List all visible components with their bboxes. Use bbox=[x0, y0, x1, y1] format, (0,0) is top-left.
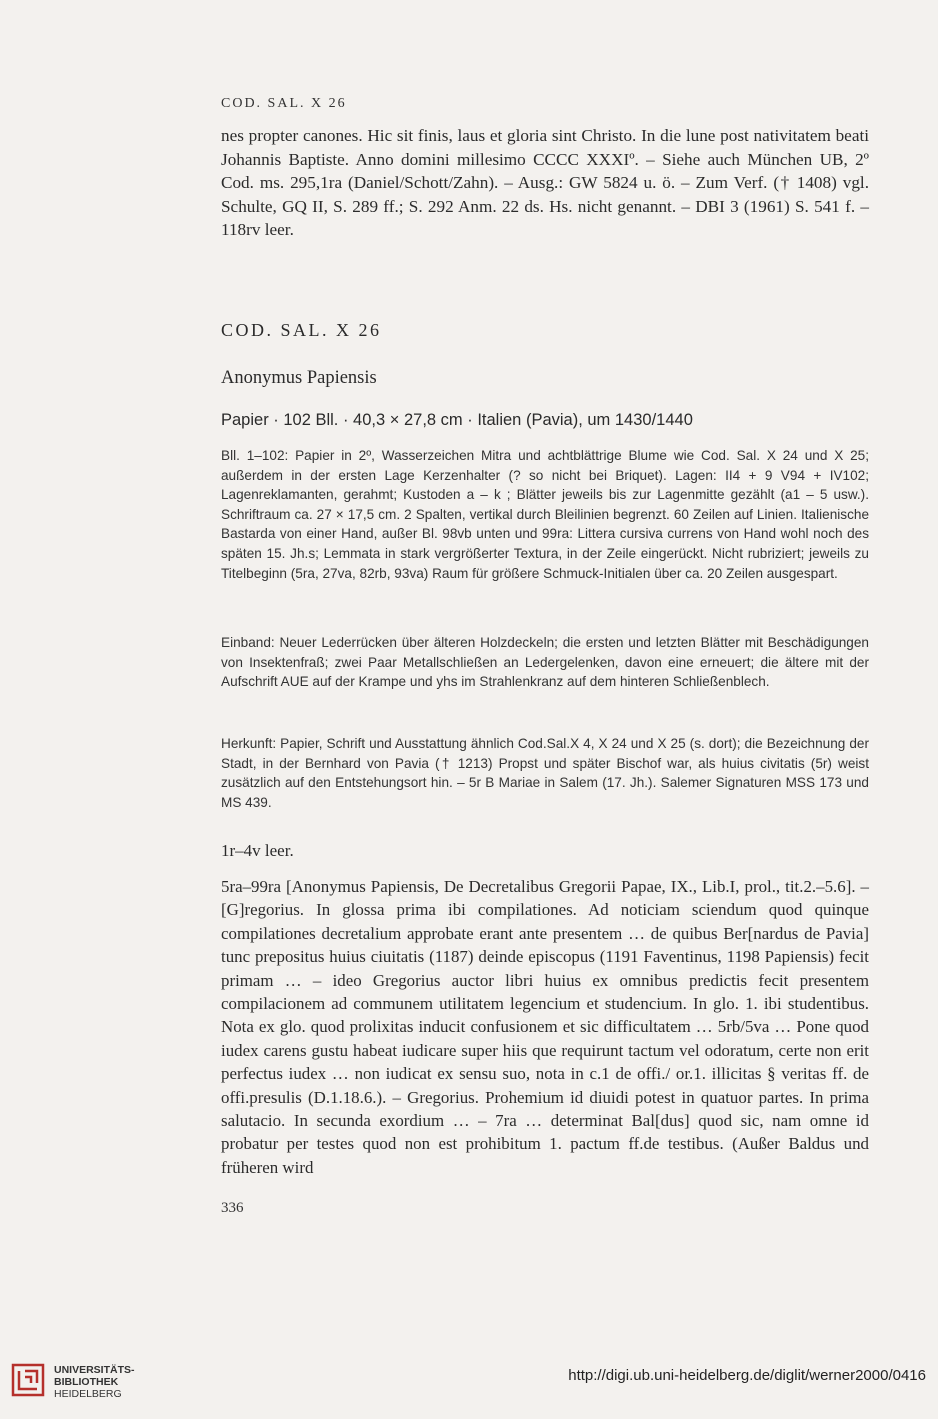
continuation-paragraph: nes propter canones. Hic sit finis, laus et gloria sint Christo. In die lune post nativitatem beati Johannis Baptiste. Anno domini millesimo CCCC XXXIº. – Siehe auch München UB, 2º Cod. ms. 295,1ra (Daniel/Schott/Zahn). – Ausg.: GW 5824 u. ö. – Zum Verf. († 1408) vgl. Schulte, GQ II, S. 289 ff.; S. 292 Anm. 22 ds. Hs. nicht genannt. – DBI 3 (1961) S. 541 f. – 118rv leer. bbox=[221, 126, 869, 240]
digitization-footer bbox=[0, 1350, 938, 1419]
empty-leaves-note: 1r–4v leer. bbox=[221, 841, 294, 860]
section-shelfmark: COD. SAL. X 26 bbox=[221, 320, 382, 340]
collation-paragraph: Bll. 1–102: Papier in 2º, Wasserzeichen Mitra und achtblättrige Blume wie Cod. Sal. X 24 und X 25; außerdem in der ersten Lage Kerzenhalter (? so nicht bei Briquet). Lagen: II4 + 9 V94 + IV102; Lagenreklamanten, gerahmt; Kustoden a – k ; Blätter jeweils bis zur Lagenmitte gezählt (a1 – 5 usw.). Schriftraum ca. 27 × 17,5 cm. 2 Spalten, vertikal durch Bleilinien begrenzt. 60 Zeilen auf Linien. Italienische Bastarda von einer Hand, außer Bl. 98vb unten und 99ra: Littera cursiva currens von Hand wohl noch des späten 15. Jh.s; Lemmata in stark vergrößerter Textura, in der Zeile eingerückt. Nicht rubriziert; jeweils zu Titelbeginn (5ra, 27va, 82rb, 93va) Raum für größere Schmuck-Initialen über ca. 20 Zeilen ausgespart. bbox=[221, 448, 869, 581]
content-entry-paragraph: 5ra–99ra [Anonymus Papiensis, De Decretalibus Gregorii Papae, IX., Lib.I, prol., tit.2.–5.6]. – [G]regorius. In glossa prima ibi compilationes. Ad noticiam sciendum quod quinque compilationes decretalium approbate erant ante presentem … de quibus Ber[nardus de Pavia] tunc prepositus huius ciuitatis (1187) deinde episcopus (1191 Faventinus, 1198 Papiensis) fecit primam … – ideo Gregorius auctor libri huius ex omnibus predictis fecit presentem compilacionem ad communem utilitatem legencium et studencium. In glo. 1. ibi studentibus. Nota ex glo. quod prolixitas inducit confusionem et sic difficultatem … 5rb/5va … Pone quod iudex carens gustu habeat iudicare super hiis que requirunt tactum vel odoratum, certe non erit perfectus iudex … non iudicat ex sensu suo, nota in c.1 de offi./ or.1. illicitas § veritas ff. de offi.presulis (D.1.18.6.). – Gregorius. Prohemium id diuidi potest in quatuor partes. In prima salutacio. In secunda exordium … – 7ra … determinat Bal[dus] quod sic, nam omne id probatur per testes quod non est prohibitum 1. pactum ff.de testibus. (Außer Baldus und früheren wird bbox=[221, 877, 869, 1177]
university-library-logo-icon bbox=[10, 1362, 46, 1398]
provenance-paragraph: Herkunft: Papier, Schrift und Ausstattung ähnlich Cod.Sal.X 4, X 24 und X 25 (s. dort); die Bezeichnung der Stadt, in der Bernhard von Pavia († 1213) Propst und später Bischof war, als huius civitatis (5r) weist zusätzlich auf den Entstehungsort hin. – 5r B Mariae in Salem (17. Jh.). Salemer Signaturen MSS 173 und MS 439. bbox=[221, 736, 869, 810]
page-number: 336 bbox=[221, 1200, 244, 1216]
library-name bbox=[54, 1364, 135, 1400]
section-author: Anonymus Papiensis bbox=[221, 368, 377, 388]
running-head: COD. SAL. X 26 bbox=[221, 96, 347, 111]
library-name-line2: BIBLIOTHEK bbox=[54, 1376, 119, 1388]
library-name-line3: HEIDELBERG bbox=[54, 1388, 122, 1400]
binding-paragraph: Einband: Neuer Lederrücken über älteren Holzdeckeln; die ersten und letzten Blätter mit Beschädigungen von Insektenfraß; zwei Paar Metallschließen an Ledergelenken, davon eine erneuert; die ältere mit der Aufschrift AUE auf der Krampe und yhs im Strahlenkranz auf dem hinteren Schließenblech. bbox=[221, 635, 869, 690]
physical-description: Papier · 102 Bll. · 40,3 × 27,8 cm · Italien (Pavia), um 1430/1440 bbox=[221, 411, 693, 429]
permalink-url[interactable]: http://digi.ub.uni-heidelberg.de/diglit/werner2000/0416 bbox=[568, 1367, 926, 1384]
library-name-line1: UNIVERSITÄTS- bbox=[54, 1364, 135, 1376]
